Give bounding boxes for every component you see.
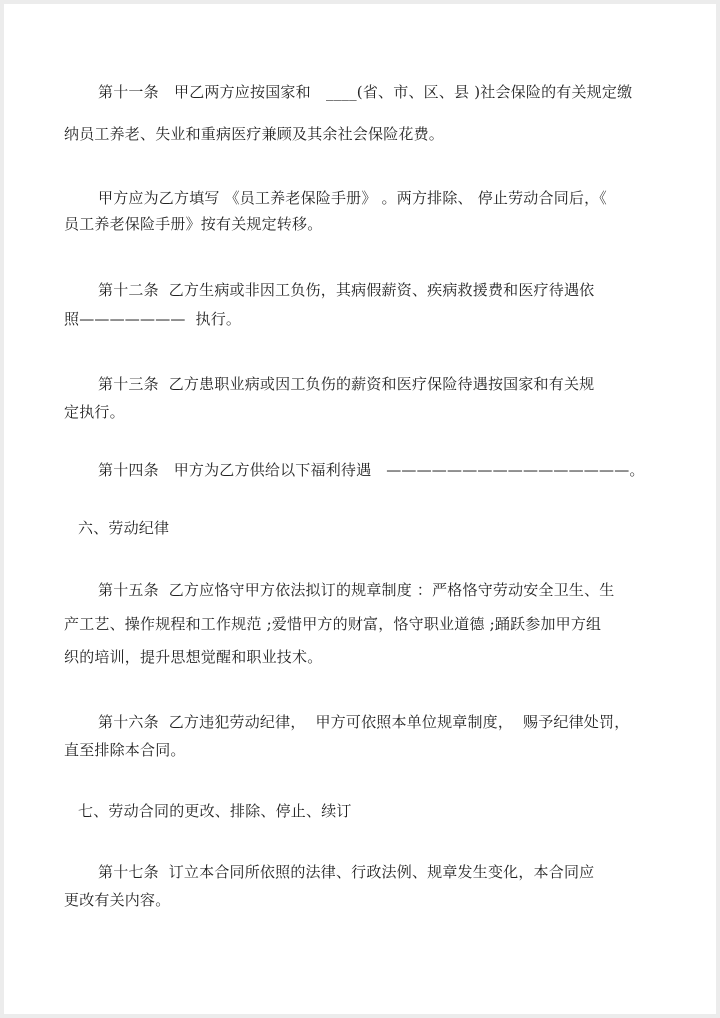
article-15-line-3: 织的培训，提升思想觉醒和职业技术。 — [64, 648, 323, 666]
article-15-line-2: 产工艺、操作规程和工作规范 ;爱惜甲方的财富，恪守职业道德 ;踊跃参加甲方组 — [64, 615, 602, 633]
article-12-line-1: 第十二条 乙方生病或非因工负伤，其病假薪资、疾病救援费和医疗待遇依 — [98, 281, 595, 299]
article-15-line-1: 第十五条 乙方应恪守甲方依法拟订的规章制度 ：严格恪守劳动安全卫生、生 — [98, 581, 615, 599]
article-17-line-2: 更改有关内容。 — [64, 891, 171, 909]
pension-handbook-line-2: 员工养老保险手册》按有关规定转移。 — [64, 215, 323, 233]
article-16-line-1: 第十六条 乙方违犯劳动纪律， 甲方可依照本单位规章制度， 赐予纪律处罚， — [98, 713, 630, 731]
article-16-line-2: 直至排除本合同。 — [64, 741, 186, 759]
article-17-line-1: 第十七条 订立本合同所依照的法律、行政法例、规章发生变化，本合同应 — [98, 863, 595, 881]
article-14-line: 第十四条 甲方为乙方供给以下福利待遇 ————————————————。 — [98, 461, 645, 479]
article-12-line-2: 照——————— 执行。 — [64, 310, 242, 328]
article-13-line-2: 定执行。 — [64, 403, 125, 421]
article-11-line-2: 纳员工养老、失业和重病医疗兼顾及其余社会保险花费。 — [64, 125, 445, 143]
pension-handbook-line-1: 甲方应为乙方填写 《员工养老保险手册》 。两方排除、 停止劳动合同后，《 — [98, 189, 608, 207]
article-13-line-1: 第十三条 乙方患职业病或因工负伤的薪资和医疗保险待遇按国家和有关规 — [98, 375, 595, 393]
document-page — [4, 4, 716, 1014]
section-6-heading: 六、劳动纪律 — [78, 519, 170, 537]
section-7-heading: 七、劳动合同的更改、排除、停止、续订 — [78, 802, 352, 820]
article-11-line-1: 第十一条 甲乙两方应按国家和 ____(省、市、区、县 )社会保险的有关规定缴 — [98, 83, 633, 101]
